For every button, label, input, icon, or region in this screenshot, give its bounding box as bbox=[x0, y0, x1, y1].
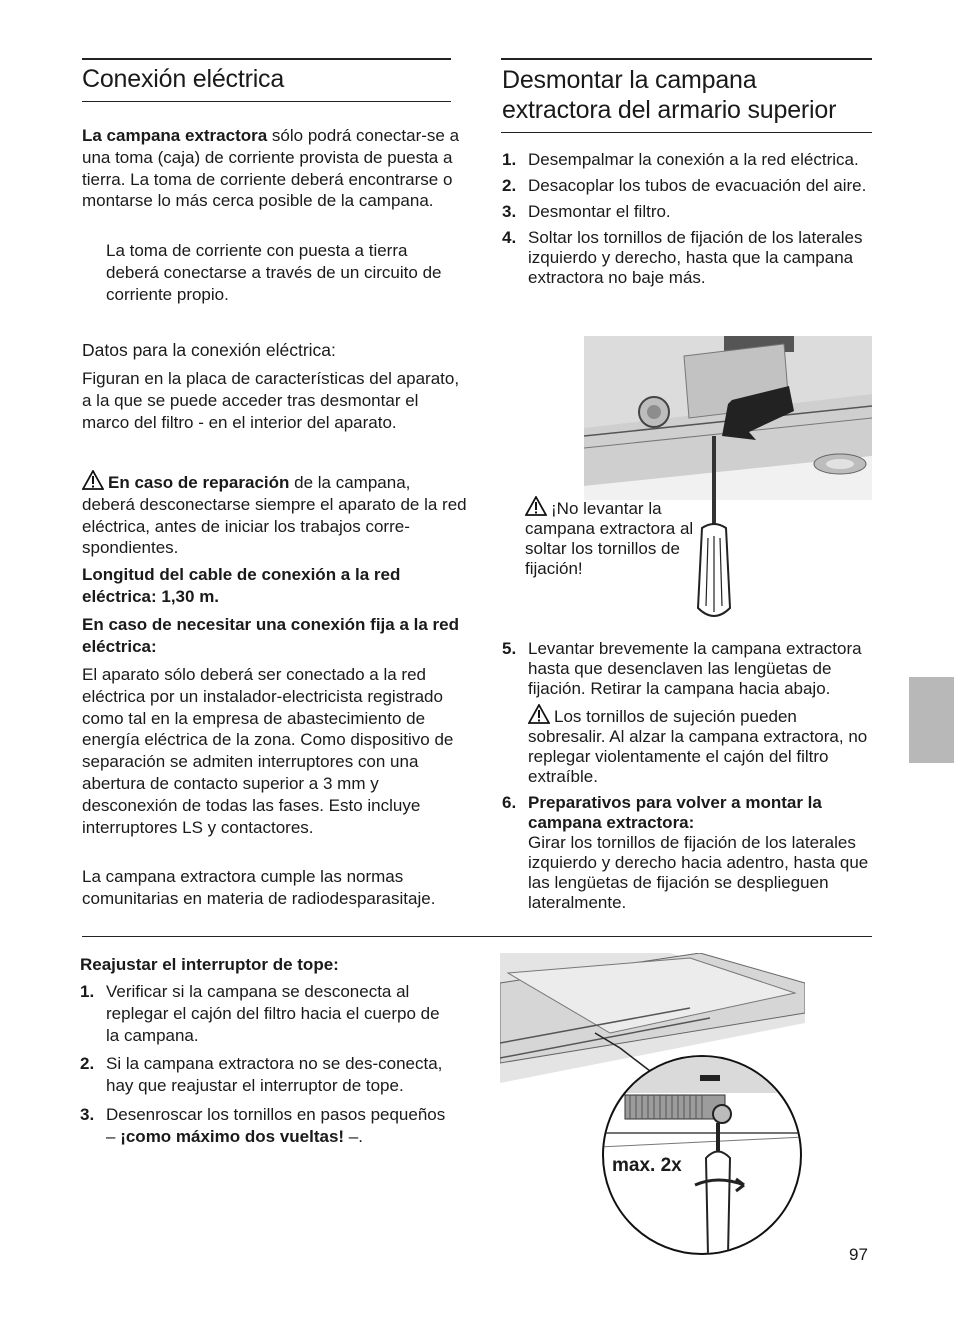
fixed-text: El aparato sólo deberá ser conectado a la red eléctrica por un instalador-electricista registrado como tal en la empresa de abastecimiento de energía eléctrica de la zona. Como dispositivo de separación se admiten interruptores con una abertura de contacto superior a 3 mm y desconexión de todas las fases. Esto incluye interruptores LS y contactores. bbox=[82, 665, 454, 837]
list-item: 3. Desenroscar los tornillos en pasos pequeños – ¡como máximo dos vueltas! –. bbox=[80, 1104, 446, 1146]
intro-paragraph bbox=[82, 125, 467, 212]
list-item: 6. Preparativos para volver a montar la campana extractora: Girar los tornillos de fijación de los laterales izquierdo y derecho hacia adentro, hasta que las lengüetas de fijación se desplieguen lateralmente. bbox=[502, 793, 869, 912]
list-item: 2. Si la campana extractora no se des-conecta, hay que reajustar el interruptor de tope. bbox=[80, 1054, 443, 1096]
list-item: 3. Desmontar el filtro. bbox=[502, 202, 671, 221]
intro-text: sólo podrá conectar-se a una toma (caja) de corriente provista de puesta a tierra. La toma de corriente deberá encontrarse o montarse lo más cerca posible de la campana. bbox=[82, 126, 460, 211]
datos-text: Figuran en la placa de características del aparato, a la que se puede acceder tras desmontar el marco del filtro - en el interior del aparato. bbox=[82, 369, 460, 432]
list-item: 2. Desacoplar los tubos de evacuación del aire. bbox=[502, 176, 867, 195]
page-number: 97 bbox=[849, 1245, 868, 1264]
bottom-steps-list bbox=[80, 981, 455, 1148]
title-rule-bottom bbox=[82, 101, 451, 102]
list-item: 4. Soltar los tornillos de fijación de los laterales izquierdo y derecho, hasta que la campana extractora no baje más. bbox=[502, 228, 863, 287]
list-item: 1. Desempalmar la conexión a la red eléctrica. bbox=[502, 150, 859, 169]
indent-note: La toma de corriente con puesta a tierra deberá conectarse a través de un circuito de corriente propio. bbox=[106, 241, 442, 304]
title-rule-top-right bbox=[501, 58, 872, 60]
repair-text: de la campana, deberá desconectarse siempre el aparato de la red eléctrica, antes de iniciar los trabajos corre-spondientes. bbox=[82, 473, 467, 558]
hood-unscrew-illustration bbox=[584, 336, 872, 500]
warning-icon bbox=[525, 496, 547, 516]
steps-list-a bbox=[502, 150, 874, 288]
section-title-conexion: Conexión eléctrica bbox=[82, 65, 285, 93]
chapter-tab bbox=[909, 677, 954, 763]
list-item: 1. Verificar si la campana se desconecta al replegar el cajón del filtro hacia el cuerpo de la campana. bbox=[80, 982, 440, 1045]
steps-list-b bbox=[502, 639, 874, 913]
title-rule-top bbox=[82, 58, 451, 60]
datos-heading: Datos para la conexión eléctrica: bbox=[82, 340, 336, 360]
norms-text: La campana extractora cumple las normas comunitarias en materia de radiodesparasitaje. bbox=[82, 867, 436, 908]
cable-heading: Longitud del cable de conexión a la red eléctrica: 1,30 m. bbox=[82, 565, 401, 606]
warning-icon bbox=[82, 470, 104, 490]
repair-bold: En caso de reparación bbox=[108, 473, 290, 492]
title-rule-bottom-right bbox=[501, 132, 872, 133]
section-divider bbox=[82, 936, 872, 937]
fixed-heading: En caso de necesitar una conexión fija a la red eléctrica: bbox=[82, 615, 459, 656]
step5-warning: Los tornillos de sujeción pueden sobresalir. Al alzar la campana extractora, no replegar violentamente el cajón del filtro extraíble. bbox=[528, 704, 874, 787]
figure-warning-note: ¡No levantar la campana extractora al soltar los tornillos de fijación! bbox=[525, 496, 700, 579]
warning-icon bbox=[528, 704, 550, 724]
reajustar-heading: Reajustar el interruptor de tope: bbox=[80, 955, 339, 974]
section-title-desmontar: Desmontar la campana extractora del armario superior bbox=[502, 66, 837, 124]
intro-bold: La campana extractora bbox=[82, 126, 268, 145]
list-item: 5. Levantar brevemente la campana extractora hasta que desenclaven las lengüetas de fijación. Retirar la campana hacia abajo. Los tornillos de sujeción pueden sobresalir. Al alzar la campana extractora, no replegar violentamente el cajón del filtro extraíble. bbox=[502, 639, 874, 787]
figure-label-max: max. 2x bbox=[612, 1155, 682, 1176]
repair-paragraph bbox=[82, 470, 467, 559]
stop-switch-illustration bbox=[500, 953, 805, 1255]
